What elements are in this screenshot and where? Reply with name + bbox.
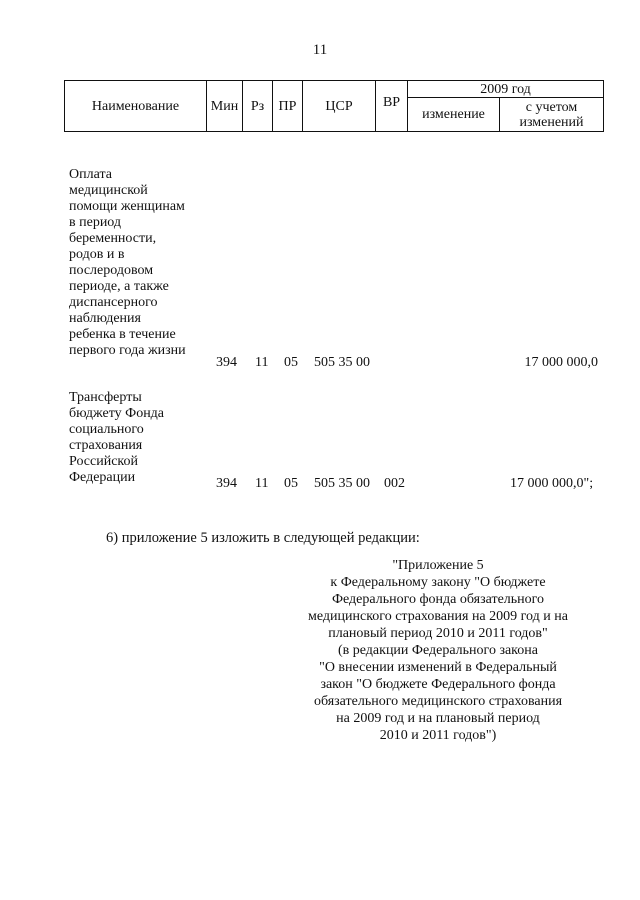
appendix-line: Федерального фонда обязательного (331, 592, 545, 607)
header-min: Мин (207, 81, 243, 132)
appendix-line: плановый период 2010 и 2011 годов" (328, 626, 548, 641)
row-1-name-line: в период (69, 215, 122, 230)
row-1-name-line: диспансерного (69, 295, 158, 310)
row-2-name-line: бюджету Фонда (69, 406, 165, 421)
row-2-name-line: социального (69, 422, 144, 437)
row-2-csr: 505 35 00 (314, 476, 370, 491)
header-name: Наименование (65, 81, 207, 132)
row-1-rz: 11 (255, 355, 269, 370)
row-1-name-line: помощи женщинам (69, 199, 185, 214)
appendix-line: медицинского страхования на 2009 год и на (308, 609, 568, 624)
row-1-total: 17 000 000,0 (524, 355, 598, 370)
row-2-rz: 11 (255, 476, 269, 491)
row-1-name-line: Оплата (69, 167, 112, 182)
row-2-pr: 05 (284, 476, 298, 491)
appendix-line: к Федеральному закону "О бюджете (330, 575, 546, 590)
row-2-total: 17 000 000,0"; (510, 476, 594, 491)
appendix-line: обязательного медицинского страхования (313, 694, 563, 709)
row-2-name-line: Трансферты (69, 390, 142, 405)
appendix-heading (270, 557, 606, 744)
row-1-csr: 505 35 00 (314, 355, 370, 370)
header-vr: ВР (376, 81, 408, 132)
page-number: 11 (312, 42, 328, 58)
row-2-name-line: Российской (69, 454, 138, 469)
row-1-name-line: периоде, а также (69, 279, 169, 294)
header-with-changes: с учетом изменений (500, 98, 604, 132)
row-1-name-line: ребенка в течение (69, 327, 176, 342)
header-csr: ЦСР (303, 81, 376, 132)
appendix-line: "О внесении изменений в Федеральный (319, 660, 557, 675)
row-1-name-line: родов и в (69, 247, 125, 262)
row-2-name-line: Федерации (69, 470, 136, 485)
row-2-name-line: страхования (69, 438, 143, 453)
row-1-name-line: беременности, (69, 231, 157, 246)
appendix-line: 2010 и 2011 годов") (379, 728, 497, 743)
row-1-name-line: наблюдения (69, 311, 141, 326)
row-2-vr: 002 (384, 476, 405, 491)
row-1-pr: 05 (284, 355, 298, 370)
appendix-line: "Приложение 5 (392, 558, 484, 573)
table-header (64, 80, 604, 132)
row-1-name-line: медицинской (69, 183, 148, 198)
row-2-name (69, 390, 209, 486)
item-6-text: 6) приложение 5 изложить в следующей редакции: (106, 530, 420, 546)
row-2-min: 394 (216, 476, 237, 491)
header-rz: Рз (243, 81, 273, 132)
row-1-min: 394 (216, 355, 237, 370)
appendix-line: на 2009 год и на плановый период (336, 711, 540, 726)
header-year: 2009 год (408, 81, 604, 98)
appendix-line: закон "О бюджете Федерального фонда (320, 677, 556, 692)
header-pr: ПР (273, 81, 303, 132)
appendix-line: (в редакции Федерального закона (338, 643, 538, 658)
row-1-name (69, 167, 209, 359)
row-1-name-line: послеродовом (69, 263, 154, 278)
row-1-name-line: первого года жизни (69, 343, 186, 358)
header-change: изменение (408, 98, 500, 132)
